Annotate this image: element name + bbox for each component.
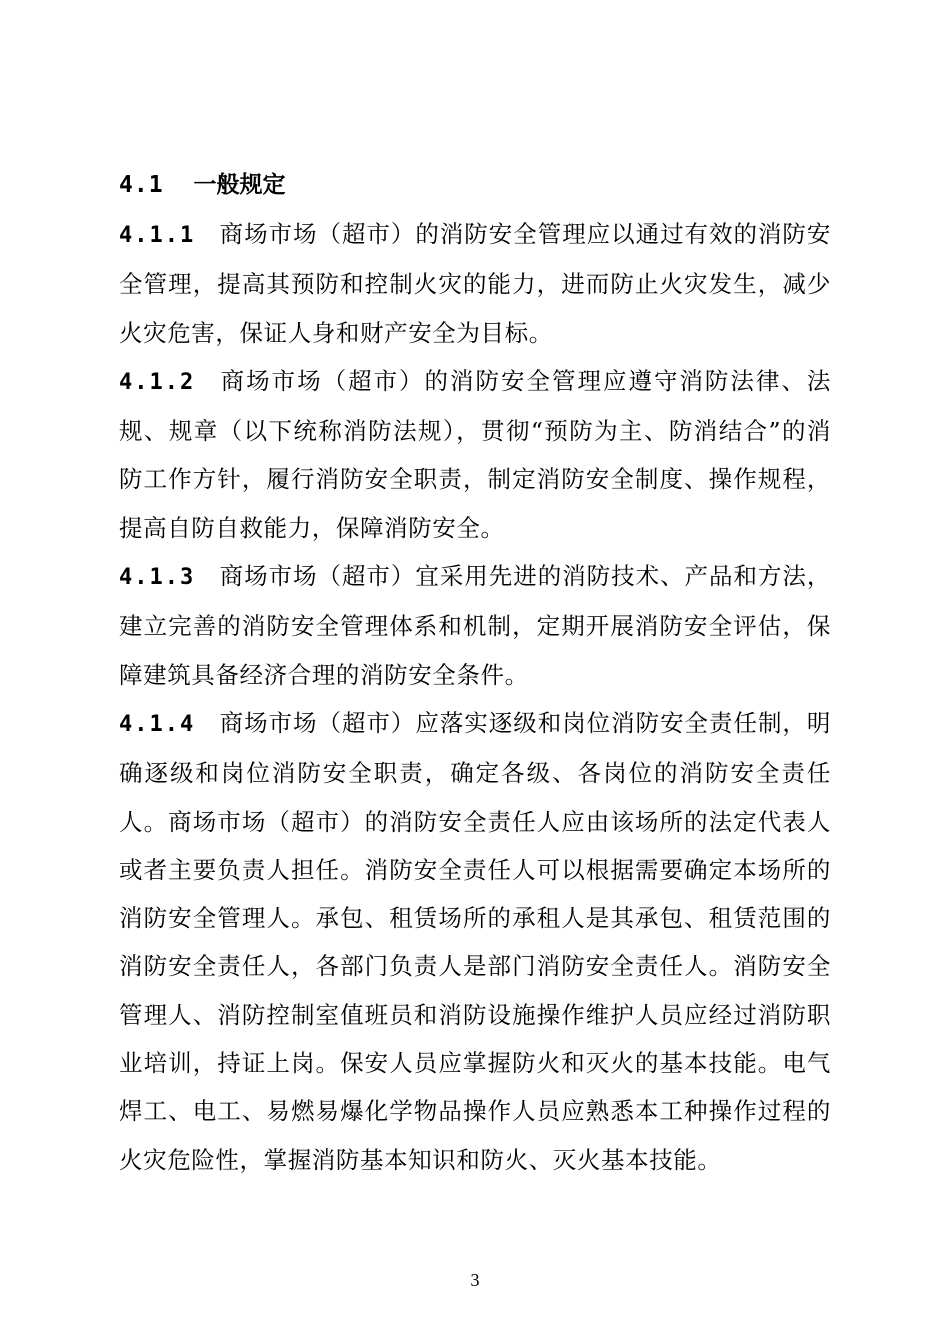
clause-4-1-2 — [119, 357, 831, 552]
clause-4-1-3 — [119, 552, 831, 699]
page-number: 3 — [470, 1270, 480, 1290]
clause-text: 商场市场（超市）的消防安全管理应以通过有效的消防安全管理，提高其预防和控制火灾的能力，进而防止火灾发生，减少火灾危害，保证人身和财产安全为目标。 — [119, 220, 831, 347]
clause-text: 商场市场（超市）宜采用先进的消防技术、产品和方法，建立完善的消防安全管理体系和机制，定期开展消防安全评估，保障建筑具备经济合理的消防安全条件。 — [119, 562, 831, 689]
clause-number: 4.1.2 — [119, 369, 196, 395]
clause-text: 商场市场（超市）的消防安全管理应遵守消防法律、法规、规章（以下统称消防法规），贯彻“预防为主、防消结合”的消防工作方针，履行消防安全职责，制定消防安全制度、操作规程，提高自防自救能力，保障消防安全。 — [119, 366, 831, 542]
clause-text: 商场市场（超市）应落实逐级和岗位消防安全责任制，明确逐级和岗位消防安全职责，确定各级、各岗位的消防安全责任人。商场市场（超市）的消防安全责任人应由该场所的法定代表人或者主要负责人担任。消防安全责任人可以根据需要确定本场所的消防安全管理人。承包、租赁场所的承租人是其承包、租赁范围的消防安全责任人，各部门负责人是部门消防安全责任人。消防安全管理人、消防控制室值班员和消防设施操作维护人员应经过消防职业培训，持证上岗。保安人员应掌握防火和灭火的基本技能。电气焊工、电工、易燃易爆化学物品操作人员应熟悉本工种操作过程的火灾危险性，掌握消防基本知识和防火、灭火基本技能。 — [119, 708, 831, 1174]
clause-4-1-1 — [119, 210, 831, 357]
clause-4-1-4 — [119, 699, 831, 1184]
section-body — [119, 210, 831, 1184]
clause-number: 4.1.3 — [119, 565, 196, 591]
section-number: 4.1 — [119, 172, 164, 198]
clause-number: 4.1.1 — [119, 223, 196, 248]
clause-number: 4.1.4 — [119, 711, 196, 737]
section-title: 一般规定 — [193, 171, 286, 198]
section-heading — [119, 162, 286, 208]
